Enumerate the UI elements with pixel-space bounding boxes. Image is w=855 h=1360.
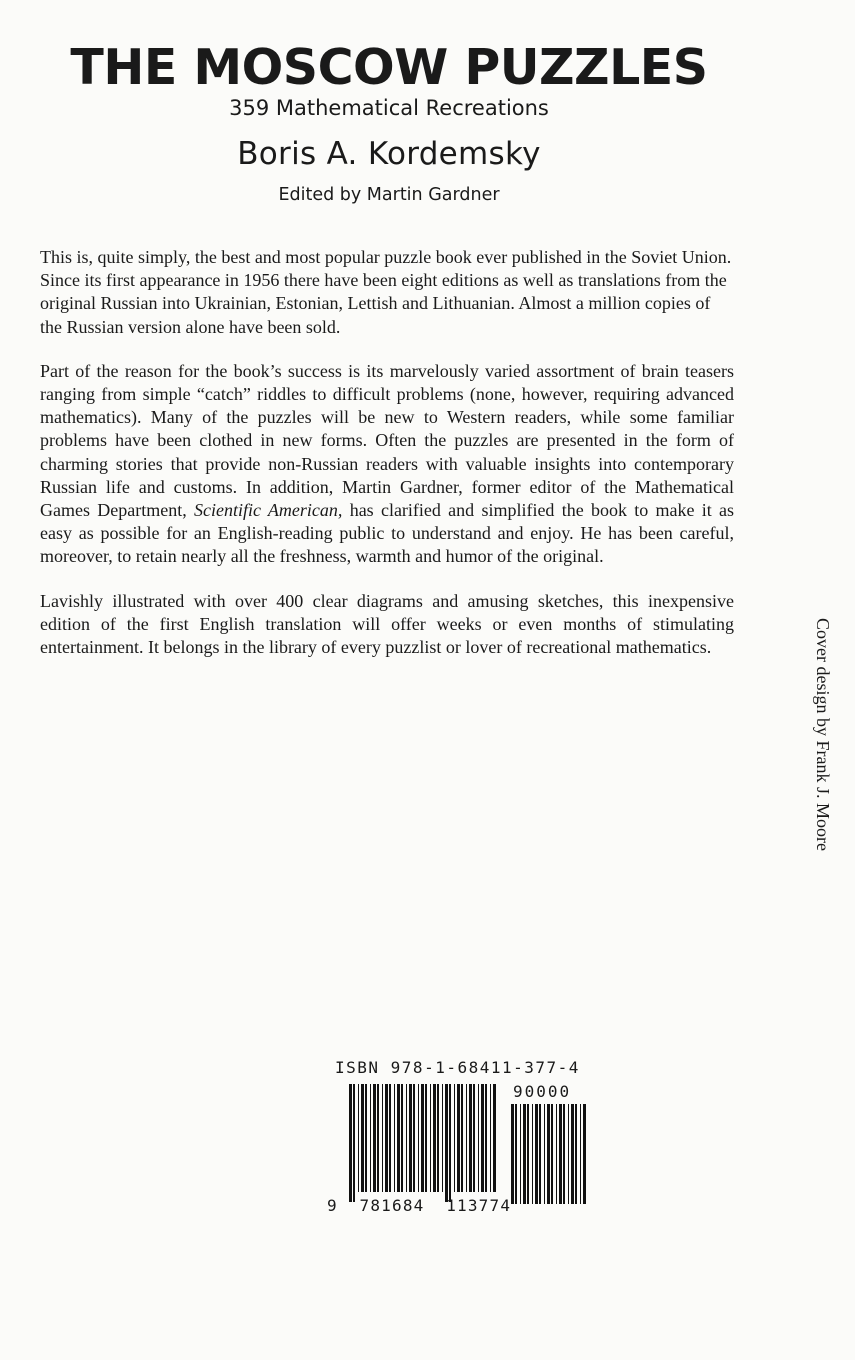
barcode-bar (353, 1084, 355, 1202)
barcode-bar (532, 1104, 533, 1204)
barcode-bar (583, 1104, 586, 1204)
description-text (40, 246, 734, 680)
barcode-bar (449, 1084, 451, 1202)
barcode-bar (370, 1084, 371, 1192)
barcode-bars (335, 1058, 590, 1218)
barcode-bar (571, 1104, 574, 1204)
barcode-bar (575, 1104, 577, 1204)
author-name: Boris A. Kordemsky (237, 136, 541, 172)
barcode-bar (469, 1084, 472, 1192)
barcode-bar (520, 1104, 521, 1204)
barcode-bar (382, 1084, 383, 1192)
barcode-bar (544, 1104, 545, 1204)
description-paragraph-2 (40, 360, 734, 569)
ean-left-group: 781684 (359, 1196, 425, 1215)
barcode-bar (473, 1084, 475, 1192)
barcode-bar (349, 1084, 352, 1202)
barcode-bar (454, 1084, 455, 1192)
barcode-bar (433, 1084, 436, 1192)
barcode-bar (421, 1084, 424, 1192)
barcode-bar (397, 1084, 400, 1192)
barcode-bar (547, 1104, 550, 1204)
barcode-bar (539, 1104, 541, 1204)
ean-digits (327, 1196, 512, 1216)
magazine-title: Scientific American, (194, 500, 343, 521)
barcode-bar (425, 1084, 427, 1192)
barcode-bar (442, 1084, 443, 1192)
isbn-barcode (327, 1058, 590, 1218)
barcode-bar (373, 1084, 376, 1192)
barcode-bar (493, 1084, 496, 1192)
ean-right-group: 113774 (446, 1196, 512, 1215)
barcode-bar (406, 1084, 407, 1192)
barcode-bar (556, 1104, 557, 1204)
paragraph-2-part-1: Part of the reason for the book’s success is its marvelously varied assortment of brain teasers ranging from simple “catch” riddles to difficult problems (none, however, requiring advanced mathematics). Many of the puzzles will be new to Western readers, while some familiar problems have been clothed in new forms. Often the puzzles are presented in the form of charming stories that provide non-Russian readers with valuable insights into contemporary Russian life and customs. In addition, Martin Gardner, former editor of the Mathematical Games Department, (40, 360, 734, 521)
barcode-bar (485, 1084, 487, 1192)
barcode-bar (358, 1084, 359, 1192)
isbn-label: ISBN 978-1-68411-377-4 (335, 1058, 580, 1077)
barcode-bar (430, 1084, 431, 1192)
barcode-bar (527, 1104, 529, 1204)
barcode-bar (559, 1104, 562, 1204)
barcode-bar (409, 1084, 412, 1192)
book-subtitle: 359 Mathematical Recreations (229, 96, 549, 120)
barcode-bar (515, 1104, 517, 1204)
barcode-bar (445, 1084, 448, 1202)
barcode-bar (478, 1084, 479, 1192)
barcode-bar (481, 1084, 484, 1192)
barcode-bar (365, 1084, 367, 1192)
price-code: 90000 (513, 1082, 572, 1101)
barcode-bar (394, 1084, 395, 1192)
barcode-bar (568, 1104, 569, 1204)
barcode-bar (437, 1084, 439, 1192)
barcode-bar (466, 1084, 467, 1192)
barcode-bar (385, 1084, 388, 1192)
barcode-bar (580, 1104, 581, 1204)
book-title: THE MOSCOW PUZZLES (70, 39, 708, 96)
barcode-bar (490, 1084, 491, 1192)
description-paragraph-1: This is, quite simply, the best and most popular puzzle book ever published in the Soviet Union. Since its first appearance in 1956 there have been eight editions as well as translations from the original Russian into Ukrainian, Estonian, Lettish and Lithuanian. Almost a million copies of the Russian version alone have been sold. (40, 247, 732, 337)
barcode-bar (457, 1084, 460, 1192)
barcode-bar (361, 1084, 364, 1192)
barcode-bar (535, 1104, 538, 1204)
description-paragraph-3: Lavishly illustrated with over 400 clear diagrams and amusing sketches, this inexpensive edition of the first English translation will offer weeks or even months of stimulating entertainment. It belongs in the library of every puzzlist or lover of recreational mathematics. (40, 590, 734, 658)
editor-credit: Edited by Martin Gardner (278, 185, 500, 205)
barcode-bar (401, 1084, 403, 1192)
barcode-bar (389, 1084, 391, 1192)
barcode-bar (523, 1104, 526, 1204)
ean-first-digit: 9 (327, 1196, 338, 1215)
barcode-bar (563, 1104, 565, 1204)
barcode-bar (511, 1104, 514, 1204)
barcode-bar (377, 1084, 379, 1192)
barcode-bar (413, 1084, 415, 1192)
paragraph-2-part-2: has clarified and simplified the book to make it as easy as possible for an English-reading public to understand and enjoy. He has been careful, moreover, to retain nearly all the freshness, warmth and humor of the original. (40, 500, 735, 567)
barcode-bar (461, 1084, 463, 1192)
cover-design-credit: Cover design by Frank J. Moore (813, 618, 833, 851)
barcode-bar (551, 1104, 553, 1204)
barcode-bar (418, 1084, 419, 1192)
